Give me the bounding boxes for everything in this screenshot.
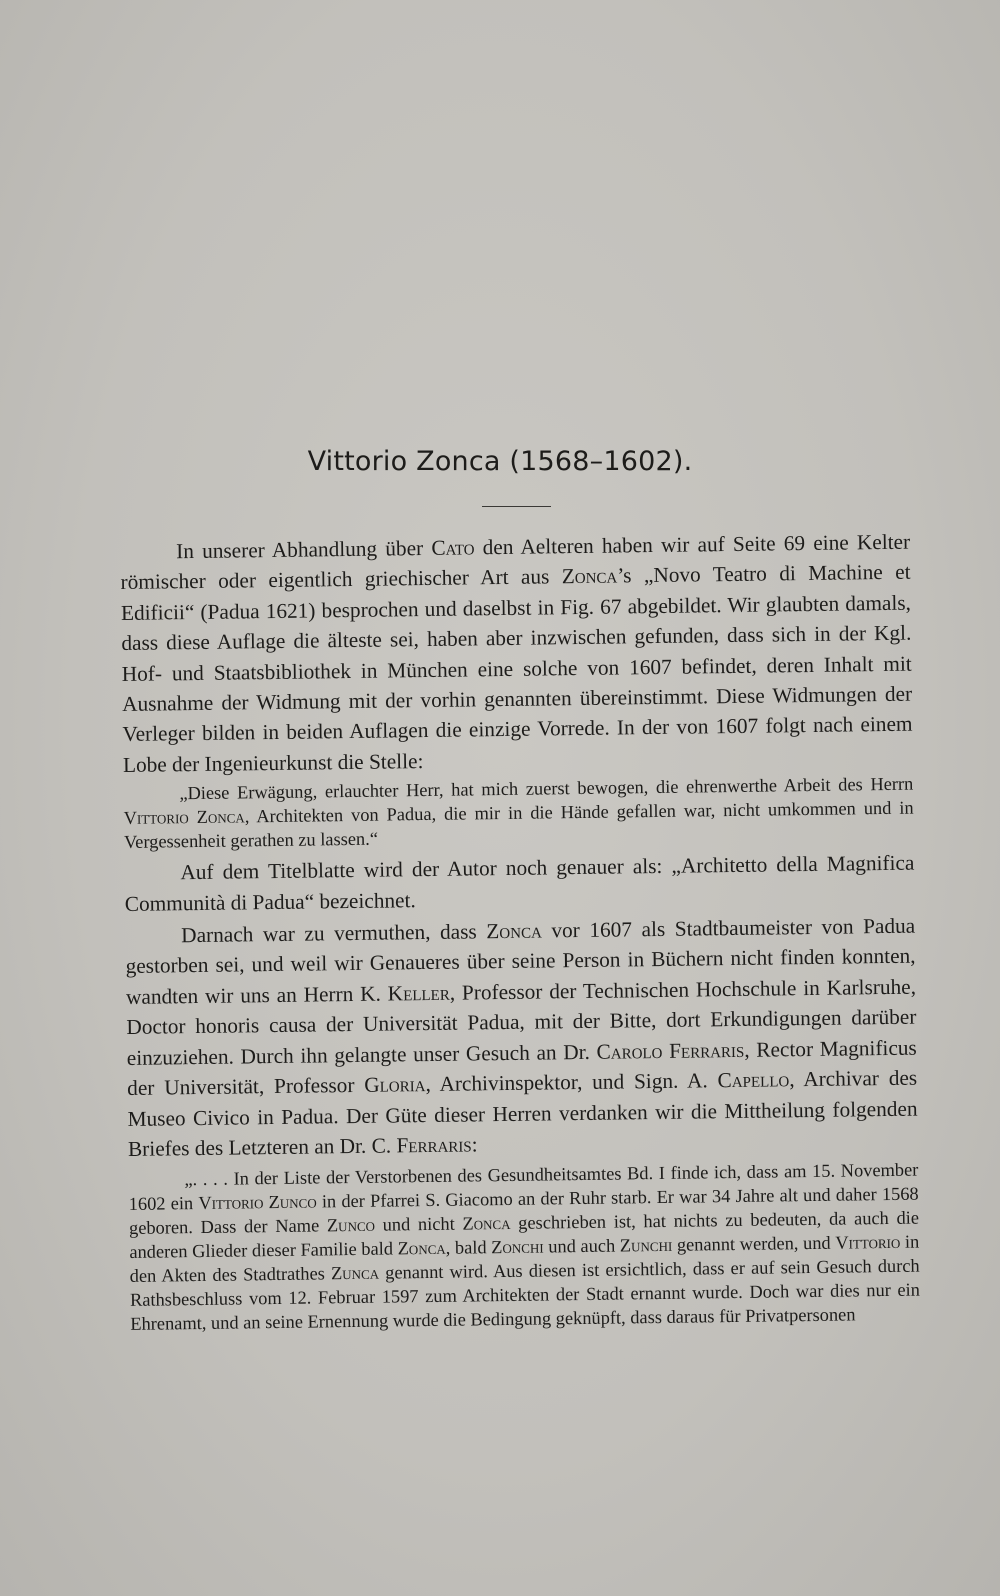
name-keller: Keller (387, 980, 450, 1006)
name-capello: Capello (717, 1067, 790, 1093)
text-run: geschrieben ist, hat nichts zu bedeuten, da auch die anderen Glieder dieser Familie bald (129, 1207, 920, 1263)
article-body (120, 527, 920, 1337)
text-run: „. . . . In der Liste der Verstorbenen des Gesundheitsamtes Bd. I finde ich, dass am 15. November 1602 ein (128, 1159, 919, 1215)
quote-letter (128, 1158, 920, 1336)
text-run: ’s „Novo Teatro di Machine et Edificii“ (Padua 1621) besprochen und daselbst in Fig. 67 abgebildet. Wir glaubten damals, dass diese Auflage die älteste sei, haben aber inzwischen gefunden, dass sich in der Kgl. Hof- und Staatsbibliothek in München eine solche von 1607 befindet, deren Inhalt mit Ausnahme der Widmung mit der vorhin genannten übereinstimmt. Diese Widmungen der Verleger bilden in beiden Auflagen die einzige Vorrede. In der von 1607 folgt nach einem Lobe der Ingenieurkunst die Stelle: (120, 560, 913, 777)
name-zonca: Zonca (462, 1213, 511, 1234)
text-run: genannt wird. Aus diesen ist ersichtlich, dass er auf sein Gesuch durch Rathsbeschluss vom 12. Februar 1597 zum Architekten der Stadt ernannt wurde. Doch war dies nur ein Ehrenamt, und an seine Ernennung wurde die Bedingung geknüpft, dass daraus für Privatpersonen (129, 1255, 921, 1335)
text-run: , Rector Magnificus der Universität, Professor (127, 1035, 917, 1101)
text-run: vor 1607 als Stadtbaumeister von Padua gestorben sei, und weil wir Genaueres über seine Person in Büchern nicht finden konnten, wandten wir uns an Herrn K. (125, 913, 916, 1009)
text-run: In unserer Abhandlung über (176, 535, 432, 564)
title-rule (482, 506, 551, 507)
text-run: , Archivar des Museo Civico in Padua. Der Güte dieser Herren verdanken wir die Mittheilung folgenden Briefes des Letzteren an Dr. C. (127, 1065, 918, 1161)
name-vittorio-zunco: Vittorio Zunco (198, 1191, 317, 1214)
name-vittorio-zonca: Vittorio Zonca (123, 806, 245, 829)
text-run: und nicht (374, 1213, 463, 1236)
name-zunco: Zunco (326, 1215, 376, 1236)
paragraph-title-page: Auf dem Titelblatte wird der Autor noch genauer als: „Architetto della Magnifica Communità di Padua“ bezeichnet. (124, 850, 915, 916)
name-carolo-ferraris: Carolo Ferraris (596, 1037, 745, 1064)
name-cato: Cato (431, 535, 475, 560)
text-run: : (471, 1132, 478, 1157)
text-run: in der Pfarrei S. Giacomo an der Ruhr starb. Er war 34 Jahre alt und daher 1568 geboren. Dass der Name (128, 1183, 919, 1239)
text-run: „Diese Erwägung, erlauchter Herr, hat mich zuerst bewogen, die ehrenwerthe Arbeit des Herrn (179, 773, 914, 804)
article-title: Vittorio Zonca (1568–1602). (307, 446, 693, 477)
text-run: , Architekten von Padua, die mir in die Hände gefallen war, nicht umkommen und in Vergessenheit gerathen zu lassen.“ (123, 797, 914, 853)
name-zunca: Zunca (330, 1262, 380, 1284)
name-vittorio: Vittorio (835, 1232, 901, 1254)
text-run: , bald (445, 1237, 492, 1259)
paragraph-inquiry (125, 911, 918, 1165)
text-run: , Archivinspektor, und Sign. A. (425, 1068, 718, 1097)
text-run: den Aelteren haben wir auf Seite 69 eine Kelter römischer oder eigentlich griechischer Art aus (120, 529, 911, 595)
quote-dedication (123, 772, 914, 854)
text-run: , Professor der Technischen Hochschule in Karlsruhe, Doctor honoris causa der Universität Padua, mit der Bitte, dort Erkundigungen darüber einzuziehen. Durch ihn gelangte unser Gesuch an Dr. (126, 974, 917, 1070)
text-run: und auch (543, 1235, 620, 1257)
text-run: in den Akten des Stadtrathes (129, 1231, 920, 1287)
name-gloria: Gloria (364, 1072, 426, 1097)
name-zonca: Zonca (561, 563, 618, 589)
name-zunchi: Zunchi (619, 1235, 673, 1256)
text-run: genannt werden, und (672, 1233, 836, 1256)
name-zonca: Zonca (397, 1238, 446, 1259)
name-ferraris: Ferraris (396, 1132, 472, 1158)
text-run: Darnach war zu vermuthen, dass (181, 919, 487, 948)
name-zonca: Zonca (486, 918, 543, 944)
name-zonchi: Zonchi (491, 1236, 544, 1258)
paragraph-intro (120, 527, 913, 781)
